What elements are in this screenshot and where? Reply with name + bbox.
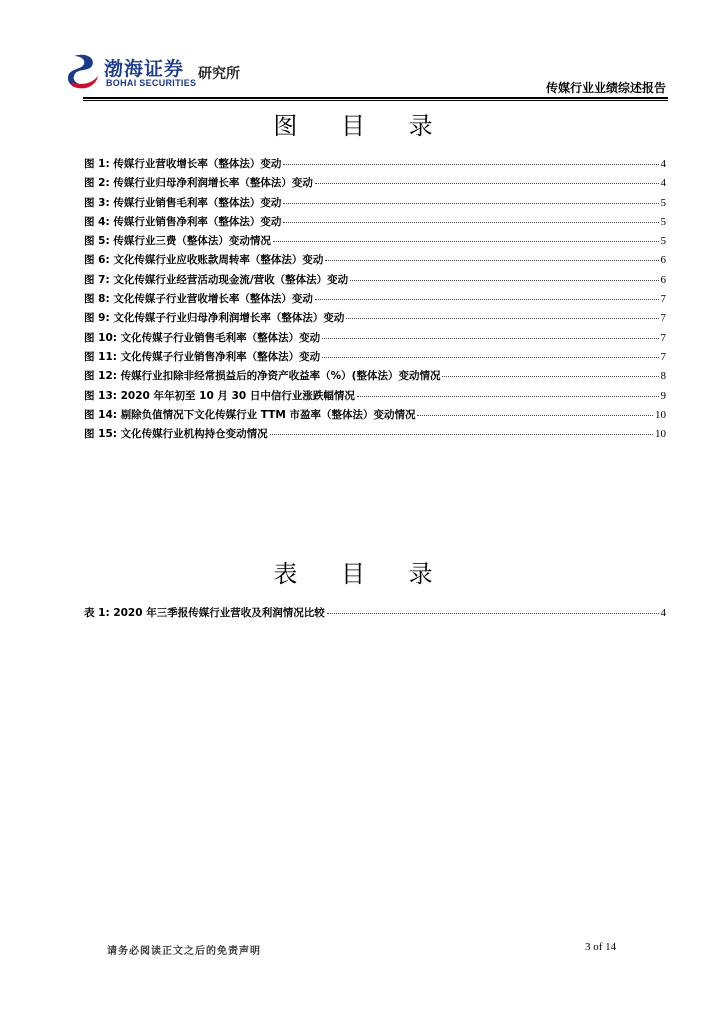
figure-toc-entry-label: 图 15: 文化传媒行业机构持仓变动情况: [84, 428, 268, 441]
footer-page-number: 3 of 14: [585, 941, 617, 953]
dot-leader: [270, 434, 653, 435]
figure-toc-entry-label: 图 12: 传媒行业扣除非经常损益后的净资产收益率（%）(整体法）变动情况: [84, 370, 441, 383]
dot-leader: [357, 396, 659, 397]
table-toc-entry-page: 4: [660, 607, 666, 619]
figure-toc-entry-label: 图 10: 文化传媒子行业销售毛利率（整体法）变动: [84, 331, 321, 344]
figure-toc-entry[interactable]: [84, 156, 666, 175]
figure-toc-entry-page: 5: [660, 196, 666, 209]
figure-toc-entry-label: 图 1: 传媒行业营收增长率（整体法）变动: [84, 158, 282, 170]
footer-disclaimer: 请务必阅读正文之后的免责声明: [107, 946, 261, 957]
figure-toc-entry-page: 10: [655, 408, 666, 421]
dot-leader: [283, 222, 658, 223]
figure-toc-entry[interactable]: [84, 407, 666, 426]
figure-toc-entry-page: 7: [660, 293, 666, 306]
figure-toc-entry-label: 图 14: 剔除负值情况下文化传媒行业 TTM 市盈率（整体法）变动情况: [84, 408, 416, 421]
dot-leader: [273, 241, 659, 242]
figure-toc-entry-page: 5: [660, 235, 666, 248]
dot-leader: [350, 280, 658, 281]
figure-toc-entry-page: 7: [660, 350, 666, 363]
figure-toc-entry-label: 图 11: 文化传媒子行业销售净利率（整体法）变动: [84, 350, 321, 363]
figure-toc-entry-label: 图 8: 文化传媒子行业营收增长率（整体法）变动: [84, 293, 313, 306]
figure-toc-entry-label: 图 9: 文化传媒子行业归母净利润增长率（整体法）变动: [84, 312, 345, 325]
bohai-logo-icon: [66, 52, 100, 90]
figure-toc-entry[interactable]: [84, 291, 666, 310]
figure-toc-entry-label: 图 3: 传媒行业销售毛利率（整体法）变动: [84, 196, 282, 209]
figure-toc-entry-page: 6: [660, 254, 666, 267]
figure-toc-entry[interactable]: [84, 368, 666, 387]
header-divider: [83, 97, 668, 99]
page-header: [0, 0, 724, 100]
figure-toc-entry[interactable]: [84, 214, 666, 233]
dot-leader: [325, 260, 658, 261]
figure-toc-entry-label: 图 7: 文化传媒行业经营活动现金流/营收（整体法）变动: [84, 273, 349, 286]
dot-leader: [327, 613, 659, 614]
figure-toc-entry-page: 10: [655, 428, 666, 441]
dot-leader: [417, 415, 653, 416]
figure-toc-entry[interactable]: [84, 195, 666, 214]
dot-leader: [442, 376, 658, 377]
figure-toc-entry-page: 6: [660, 273, 666, 286]
figure-toc-entry[interactable]: [84, 233, 666, 252]
figure-toc-entry-label: 图 4: 传媒行业销售净利率（整体法）变动: [84, 215, 282, 228]
dot-leader: [346, 318, 658, 319]
table-toc-entry[interactable]: [84, 605, 666, 624]
figure-toc-entry-page: 4: [660, 177, 666, 190]
figures-toc-title: 图 目 录: [273, 112, 451, 140]
company-logo: [66, 52, 256, 94]
report-type: 传媒行业业绩综述报告: [545, 81, 666, 95]
figures-toc: [84, 156, 666, 445]
figure-toc-entry-page: 8: [660, 370, 666, 383]
dot-leader: [283, 164, 658, 165]
figure-toc-entry[interactable]: [84, 272, 666, 291]
header-divider-thin: [83, 100, 668, 101]
dot-leader: [315, 299, 659, 300]
dot-leader: [315, 183, 659, 184]
figure-toc-entry-label: 图 13: 2020 年年初至 10 月 30 日中信行业涨跌幅情况: [84, 389, 355, 402]
figure-toc-entry[interactable]: [84, 388, 666, 407]
tables-toc-title: 表 目 录: [273, 560, 451, 588]
dot-leader: [322, 357, 658, 358]
figure-toc-entry-page: 4: [660, 158, 666, 170]
institute-name: 研究所: [198, 66, 240, 82]
dot-leader: [283, 203, 658, 204]
figure-toc-entry[interactable]: [84, 175, 666, 194]
tables-toc: [84, 605, 666, 624]
figure-toc-entry[interactable]: [84, 426, 666, 445]
figure-toc-entry-page: 5: [660, 215, 666, 228]
figure-toc-entry[interactable]: [84, 310, 666, 329]
dot-leader: [322, 338, 658, 339]
table-toc-entry-label: 表 1: 2020 年三季报传媒行业营收及利润情况比较: [84, 607, 325, 619]
figure-toc-entry-page: 7: [660, 331, 666, 344]
logo-chinese-name: 渤海证券: [104, 58, 185, 80]
figure-toc-entry[interactable]: [84, 330, 666, 349]
figure-toc-entry-label: 图 2: 传媒行业归母净利润增长率（整体法）变动: [84, 177, 313, 190]
figure-toc-entry-label: 图 5: 传媒行业三费（整体法）变动情况: [84, 235, 271, 248]
figure-toc-entry[interactable]: [84, 252, 666, 271]
figure-toc-entry-page: 9: [660, 389, 666, 402]
logo-english-name: BOHAI SECURITIES: [106, 78, 197, 88]
figure-toc-entry-label: 图 6: 文化传媒行业应收账款周转率（整体法）变动: [84, 254, 324, 267]
figure-toc-entry[interactable]: [84, 349, 666, 368]
figure-toc-entry-page: 7: [660, 312, 666, 325]
